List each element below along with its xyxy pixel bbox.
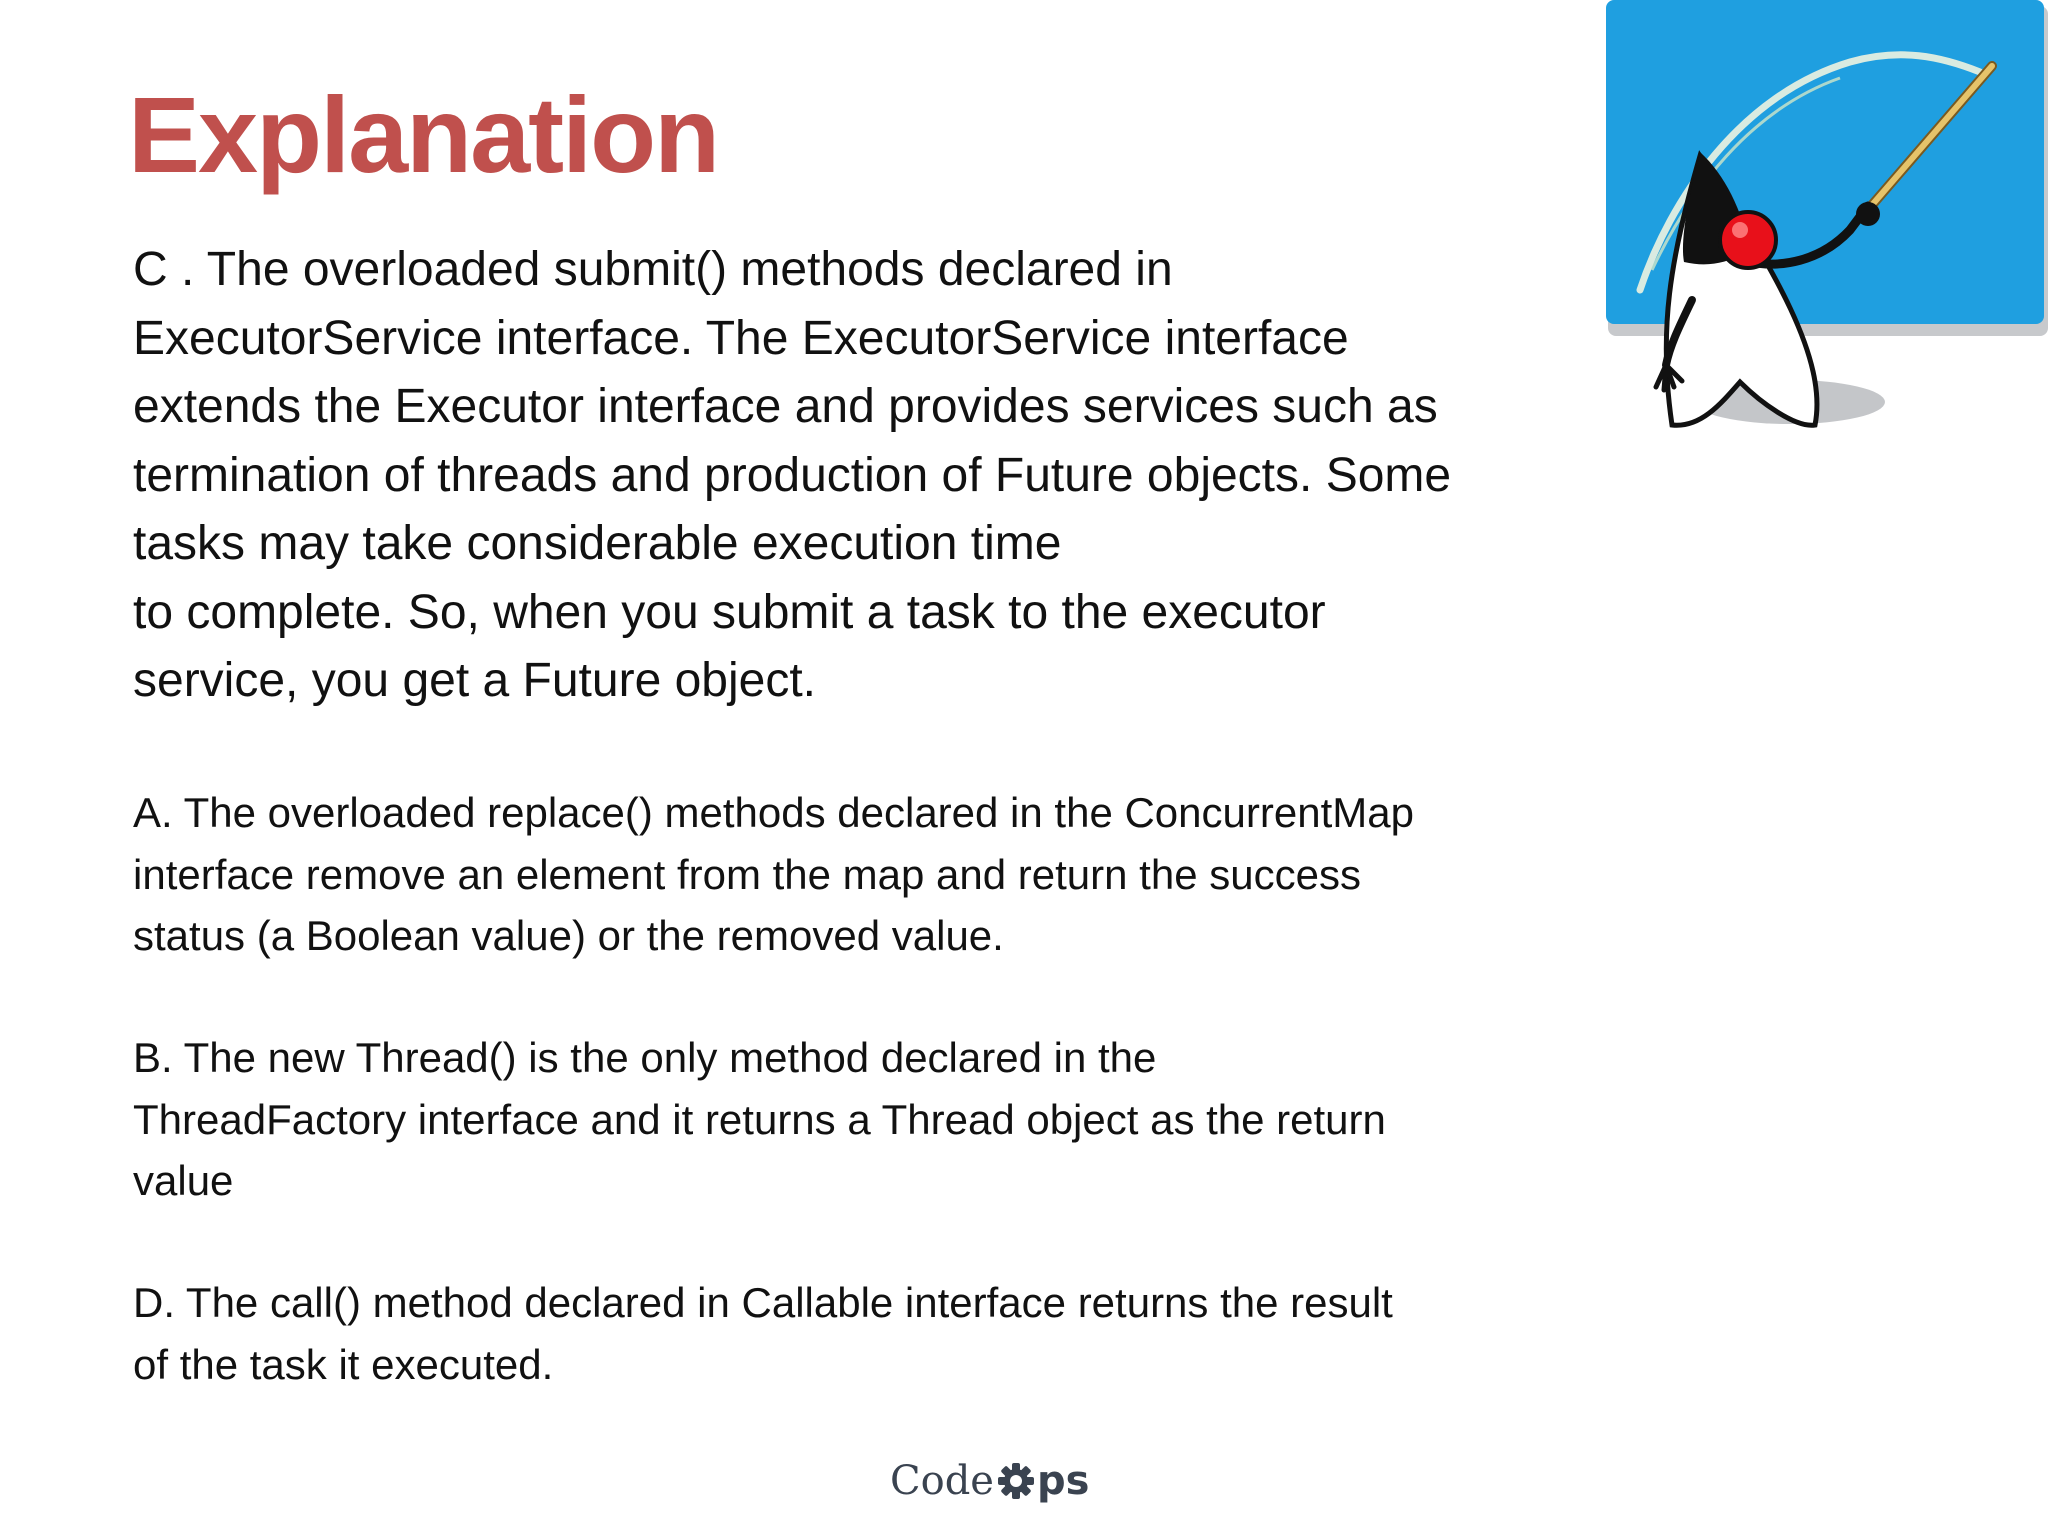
option-b-line: value: [133, 1157, 234, 1204]
option-a-line: status (a Boolean value) or the removed value.: [133, 912, 1004, 959]
option-d-explanation: [133, 1272, 1613, 1395]
answer-explanation-line: service, you get a Future object.: [133, 654, 817, 707]
answer-explanation-line: to complete. So, when you submit a task to the executor: [133, 585, 1326, 639]
option-b-line: B. The new Thread() is the only method declared in the: [133, 1034, 1157, 1081]
option-d-line: of the task it executed.: [133, 1340, 554, 1388]
option-b-explanation: [133, 1027, 1613, 1212]
answer-explanation-line: termination of threads and production of Future objects. Some: [133, 448, 1452, 502]
duke-nose: [1720, 212, 1776, 268]
option-a-line: interface remove an element from the map and return the success: [133, 850, 1361, 898]
codeops-logo: [890, 1458, 1089, 1504]
option-a-line: A. The overloaded replace() methods declared in the ConcurrentMap: [133, 789, 1414, 836]
answer-explanation-line: C . The overloaded submit() methods declared in: [133, 243, 1173, 296]
slide-title: Explanation: [128, 74, 719, 195]
logo-text-left: Code: [890, 1458, 994, 1504]
answer-explanation-line: extends the Executor interface and provides services such as: [133, 380, 1438, 433]
option-d-line: D. The call() method declared in Callable interface returns the result: [133, 1279, 1393, 1326]
gear-icon: [996, 1461, 1036, 1501]
logo-text-right: ps: [1036, 1458, 1090, 1504]
duke-teacher-illustration: [1600, 0, 2048, 440]
answer-explanation: [133, 236, 1613, 716]
answer-explanation-line: ExecutorService interface. The ExecutorService interface: [133, 311, 1349, 365]
option-b-line: ThreadFactory interface and it returns a Thread object as the return: [133, 1095, 1386, 1143]
option-a-explanation: [133, 782, 1613, 967]
answer-explanation-line: tasks may take considerable execution time: [133, 517, 1062, 570]
